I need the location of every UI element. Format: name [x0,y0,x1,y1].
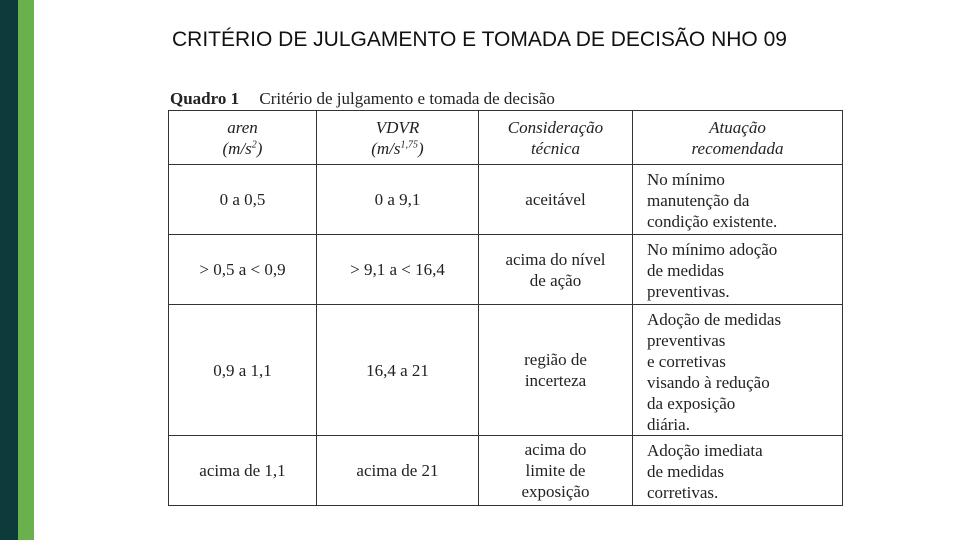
table-row [169,235,843,305]
cell-vdvr: acima de 21 [317,436,479,506]
header-vdvr-unit-close: ) [418,138,424,158]
cell-aren: 0 a 0,5 [169,165,317,235]
atuacao-line: da exposição [647,394,736,413]
header-vdvr-label: VDVR [375,117,420,137]
table-caption [170,89,555,109]
header-aren-unit [169,138,316,159]
header-aren-unit-base: (m/s [222,138,252,158]
table-row [169,305,843,436]
table-header-row [169,111,843,165]
header-vdvr-unit [317,138,478,159]
atuacao-line: No mínimo adoção [647,240,778,259]
atuacao-line: condição existente. [647,212,778,231]
cell-consideracao [479,436,633,506]
cell-aren: 0,9 a 1,1 [169,305,317,436]
atuacao-line: Adoção imediata [647,441,763,460]
atuacao-line: preventivas. [647,282,730,301]
atuacao-line: e corretivas [647,352,726,371]
cell-atuacao [633,165,843,235]
consideracao-line: acima do [524,440,587,459]
atuacao-line: Adoção de medidas [647,310,782,329]
table-row [169,165,843,235]
table-row [169,436,843,506]
cell-consideracao [479,305,633,436]
header-consideracao-line2: técnica [530,138,581,158]
cell-vdvr: 16,4 a 21 [317,305,479,436]
cell-vdvr: 0 a 9,1 [317,165,479,235]
consideracao-line: de ação [529,270,582,290]
atuacao-line: de medidas [647,462,724,481]
header-vdvr-unit-base: (m/s [371,138,401,158]
caption-label: Quadro 1 [170,89,240,108]
caption-text: Critério de julgamento e tomada de decisão [259,89,555,108]
header-aren-label: aren [227,117,258,137]
left-accent-bar-green [18,0,34,540]
cell-atuacao [633,305,843,436]
header-aren [169,111,317,165]
cell-atuacao [633,436,843,506]
cell-vdvr: > 9,1 a < 16,4 [317,235,479,305]
header-atuacao-line2: recomendada [691,138,784,158]
atuacao-line: diária. [647,415,690,434]
atuacao-line: corretivas. [647,483,719,502]
header-vdvr-unit-exp: 1,75 [400,138,419,150]
atuacao-line: preventivas [647,331,726,350]
slide-title: CRITÉRIO DE JULGAMENTO E TOMADA DE DECISÃO NHO 09 [172,28,787,51]
atuacao-line: No mínimo [647,170,725,189]
consideracao-line: incerteza [524,371,587,390]
consideracao-line: exposição [521,482,590,501]
left-accent-bar-dark [0,0,18,540]
atuacao-line: visando à redução [647,373,770,392]
atuacao-line: manutenção da [647,191,750,210]
header-consideracao [479,111,633,165]
header-consideracao-line1: Consideração [507,117,604,137]
cell-aren: > 0,5 a < 0,9 [169,235,317,305]
cell-atuacao [633,235,843,305]
header-atuacao [633,111,843,165]
header-aren-unit-close: ) [256,138,263,158]
criteria-table [168,110,843,506]
consideracao-line: limite de [525,461,586,480]
cell-consideracao [479,165,633,235]
consideracao-line: acima do nível [505,249,606,269]
header-atuacao-line1: Atuação [709,117,766,137]
table-body [169,165,843,506]
header-vdvr [317,111,479,165]
cell-consideracao [479,235,633,305]
cell-aren: acima de 1,1 [169,436,317,506]
consideracao-line: aceitável [525,190,586,209]
consideracao-line: região de [524,350,587,369]
header-aren-unit-exp: 2 [251,138,257,150]
atuacao-line: de medidas [647,261,724,280]
